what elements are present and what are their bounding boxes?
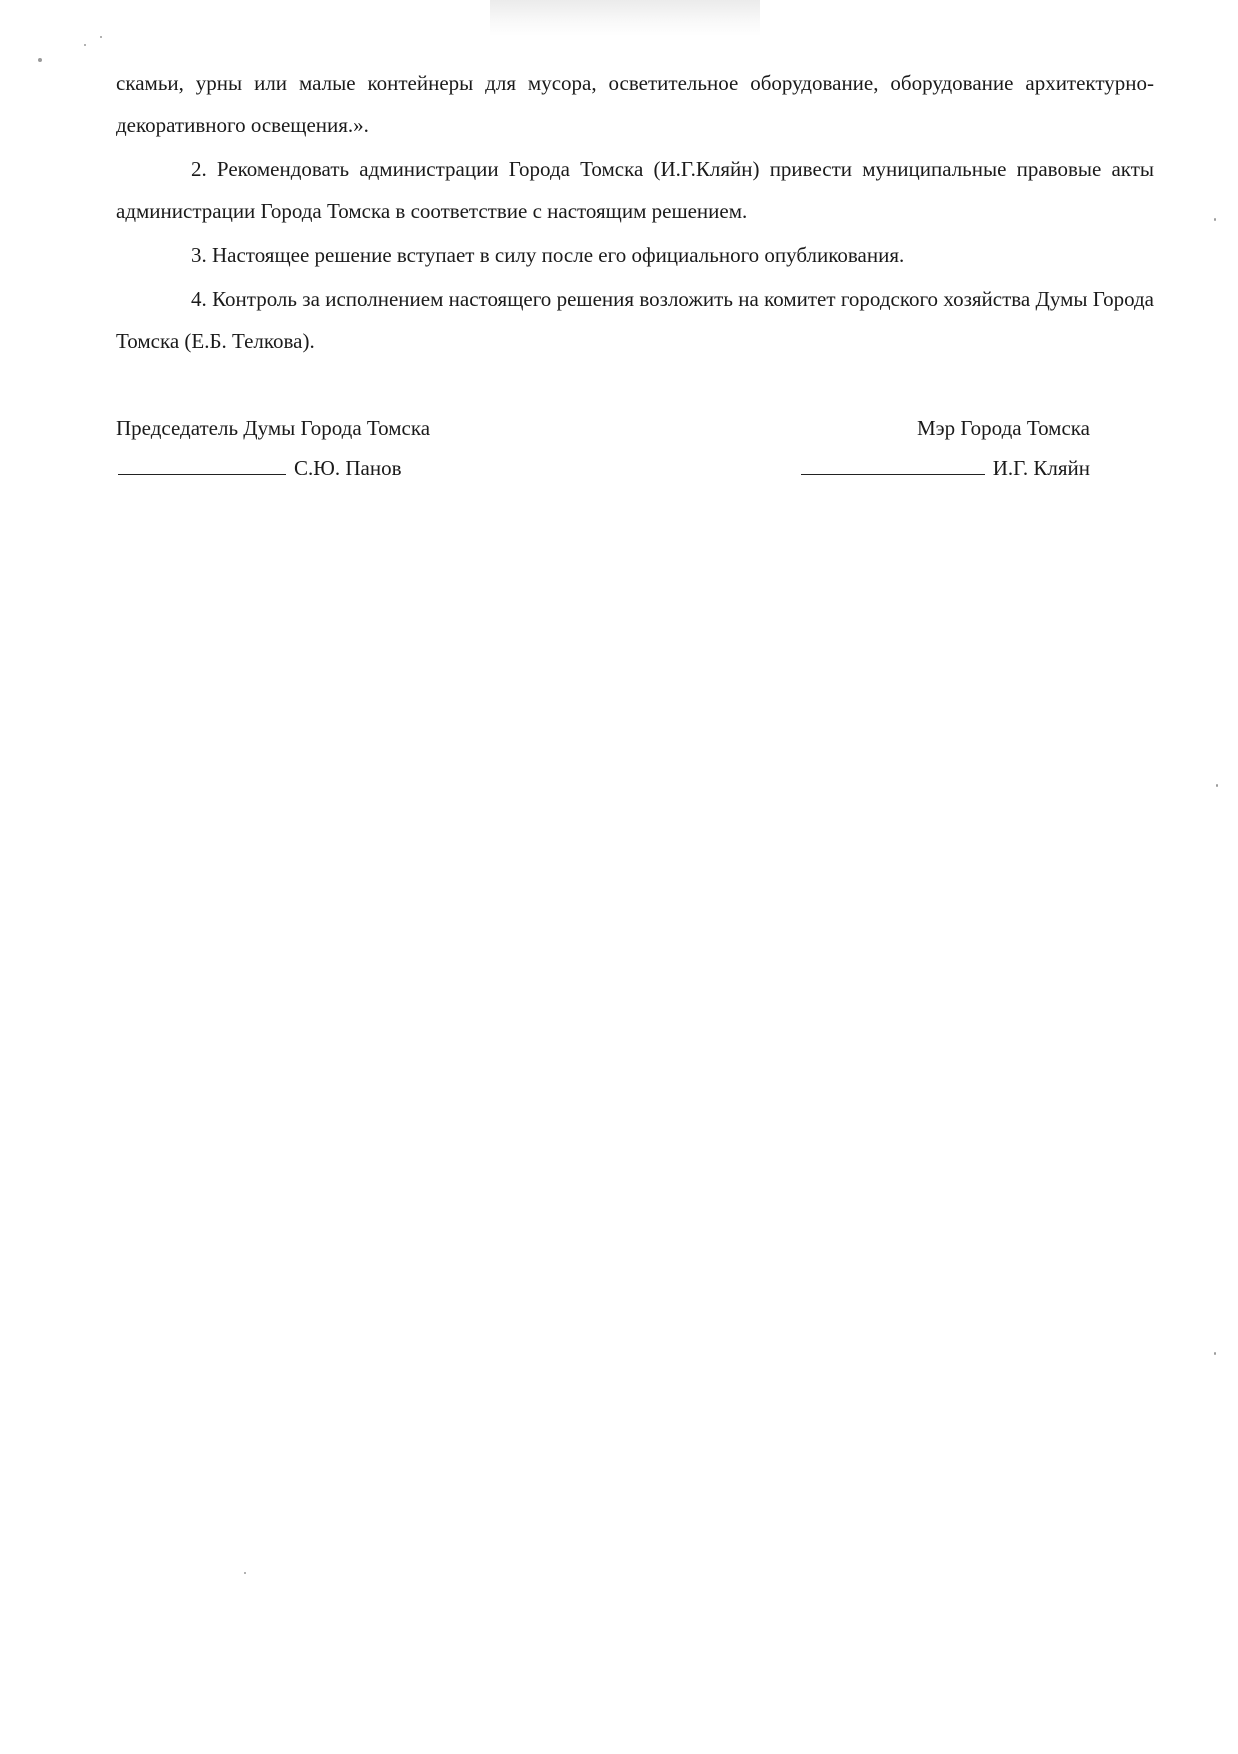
scan-dot (1216, 784, 1218, 787)
mayor-name: И.Г. Кляйн (992, 456, 1090, 480)
signature-blank (118, 473, 286, 475)
chairman-signature-line (118, 448, 401, 488)
scan-header-bleed (490, 0, 760, 36)
chairman-name: С.Ю. Панов (294, 456, 402, 480)
paragraph-continuation (116, 62, 1154, 146)
scan-dot (38, 58, 42, 62)
signature-blank (801, 473, 985, 475)
paragraph-text: 3. Настоящее решение вступает в силу после его официального опубликования. (191, 243, 905, 267)
scan-dot (1214, 218, 1216, 221)
paragraph-item-3 (116, 234, 1154, 276)
scan-dot (84, 44, 86, 46)
paragraph-text: скамьи, урны или малые контейнеры для мусора, осветительное оборудование, оборудование архитектурно-декоративного освещения.». (116, 71, 1154, 137)
paragraph-text: 4. Контроль за исполнением настоящего решения возложить на комитет городского хозяйства Думы Города Томска (Е.Б. Телкова). (116, 287, 1154, 353)
paragraph-item-4 (116, 278, 1154, 362)
scan-dot (100, 36, 102, 38)
chairman-title: Председатель Думы Города Томска (116, 416, 431, 440)
mayor-title: Мэр Города Томска (916, 416, 1090, 440)
paragraph-text: 2. Рекомендовать администрации Города Томска (И.Г.Кляйн) привести муниципальные правовые акты администрации Города Томска в соответствие с настоящим решением. (116, 157, 1154, 223)
paragraph-item-2 (116, 148, 1154, 232)
mayor-signature-line (801, 448, 1090, 488)
scan-dot (244, 1572, 246, 1574)
scan-dot (1214, 1352, 1216, 1355)
